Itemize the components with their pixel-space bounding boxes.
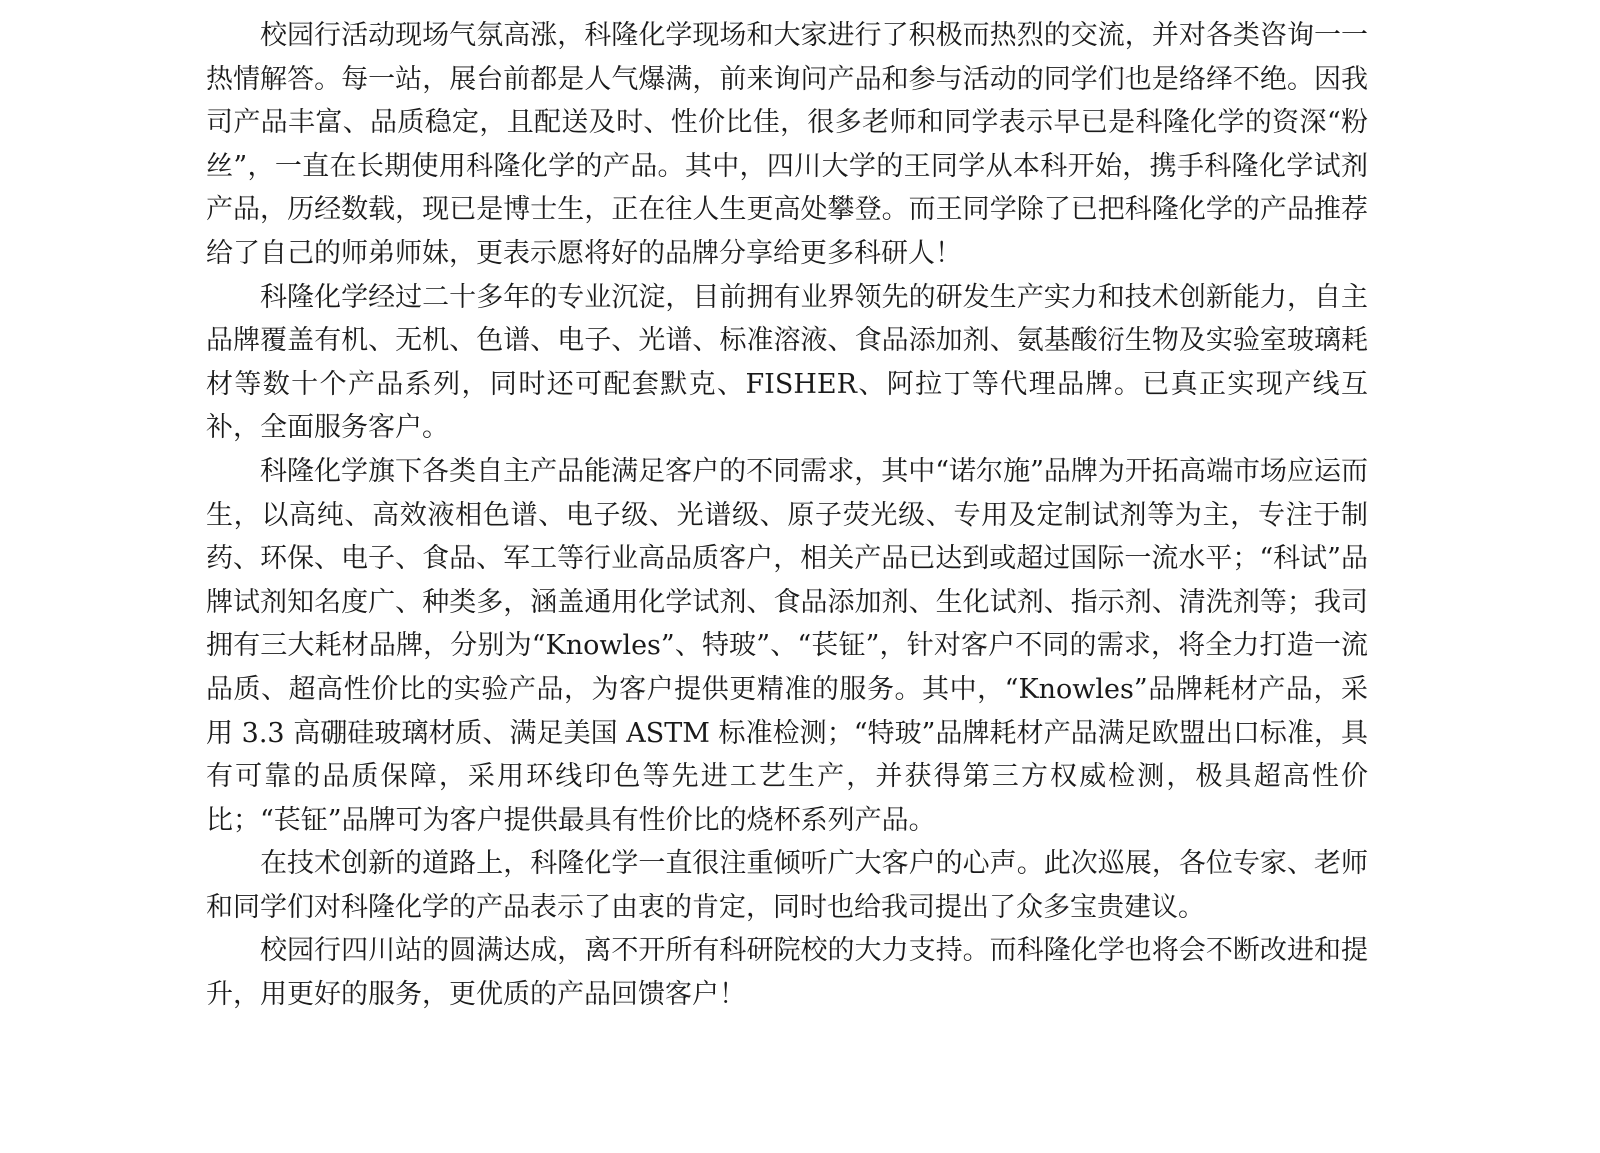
paragraph-customer-feedback: 在技术创新的道路上，科隆化学一直很注重倾听广大客户的心声。此次巡展，各位专家、老师和同学们对科隆化学的产品表示了由衷的肯定，同时也给我司提出了众多宝贵建议。 bbox=[206, 848, 1368, 923]
paragraph-closing: 校园行四川站的圆满达成，离不开所有科研院校的大力支持。而科隆化学也将会不断改进和提升，用更好的服务，更优质的产品回馈客户！ bbox=[206, 935, 1368, 1011]
paragraph-product-brands: 科隆化学旗下各类自主产品能满足客户的不同需求，其中“诺尔施”品牌为开拓高端市场应运而生，以高纯、高效液相色谱、电子级、光谱级、原子荧光级、专用及定制试剂等为主，专注于制药、环保、电子、食品、军工等行业高品质客户，相关产品已达到或超过国际一流水平；“科试”品牌试剂知名度广、种类多，涵盖通用化学试剂、食品添加剂、生化试剂、指示剂、清洗剂等；我司拥有三大耗材品牌，分别为“Knowles”、特玻”、“苌钲”，针对客户不同的需求，将全力打造一流品质、超高性价比的实验产品，为客户提供更精准的服务。其中，“Knowles”品牌耗材产品，采用 3.3 高硼硅玻璃材质、满足美国 ASTM 标准检测；“特玻”品牌耗材产品满足欧盟出口标准，具有可靠的品质保障，采用环线印色等先进工艺生产，并获得第三方权威检测，极具超高性价比；“苌钲”品牌可为客户提供最具有性价比的烧杯系列产品。 bbox=[206, 455, 1368, 836]
article-body bbox=[206, 14, 1368, 1017]
paragraph-company-capabilities: 科隆化学经过二十多年的专业沉淀，目前拥有业界领先的研发生产实力和技术创新能力，自主品牌覆盖有机、无机、色谱、电子、光谱、标准溶液、食品添加剂、氨基酸衍生物及实验室玻璃耗材等数十个产品系列，同时还可配套默克、FISHER、阿拉丁等代理品牌。已真正实现产线互补，全面服务客户。 bbox=[206, 281, 1368, 444]
paragraph-campus-tour: 校园行活动现场气氛高涨，科隆化学现场和大家进行了积极而热烈的交流，并对各类咨询一一热情解答。每一站，展台前都是人气爆满，前来询问产品和参与活动的同学们也是络绎不绝。因我司产品丰富、品质稳定，且配送及时、性价比佳，很多老师和同学表示早已是科隆化学的资深“粉丝”，一直在长期使用科隆化学的产品。其中，四川大学的王同学从本科开始，携手科隆化学试剂产品，历经数载，现已是博士生，正在往人生更高处攀登。而王同学除了已把科隆化学的产品推荐给了自己的师弟师妹，更表示愿将好的品牌分享给更多科研人！ bbox=[206, 20, 1368, 269]
